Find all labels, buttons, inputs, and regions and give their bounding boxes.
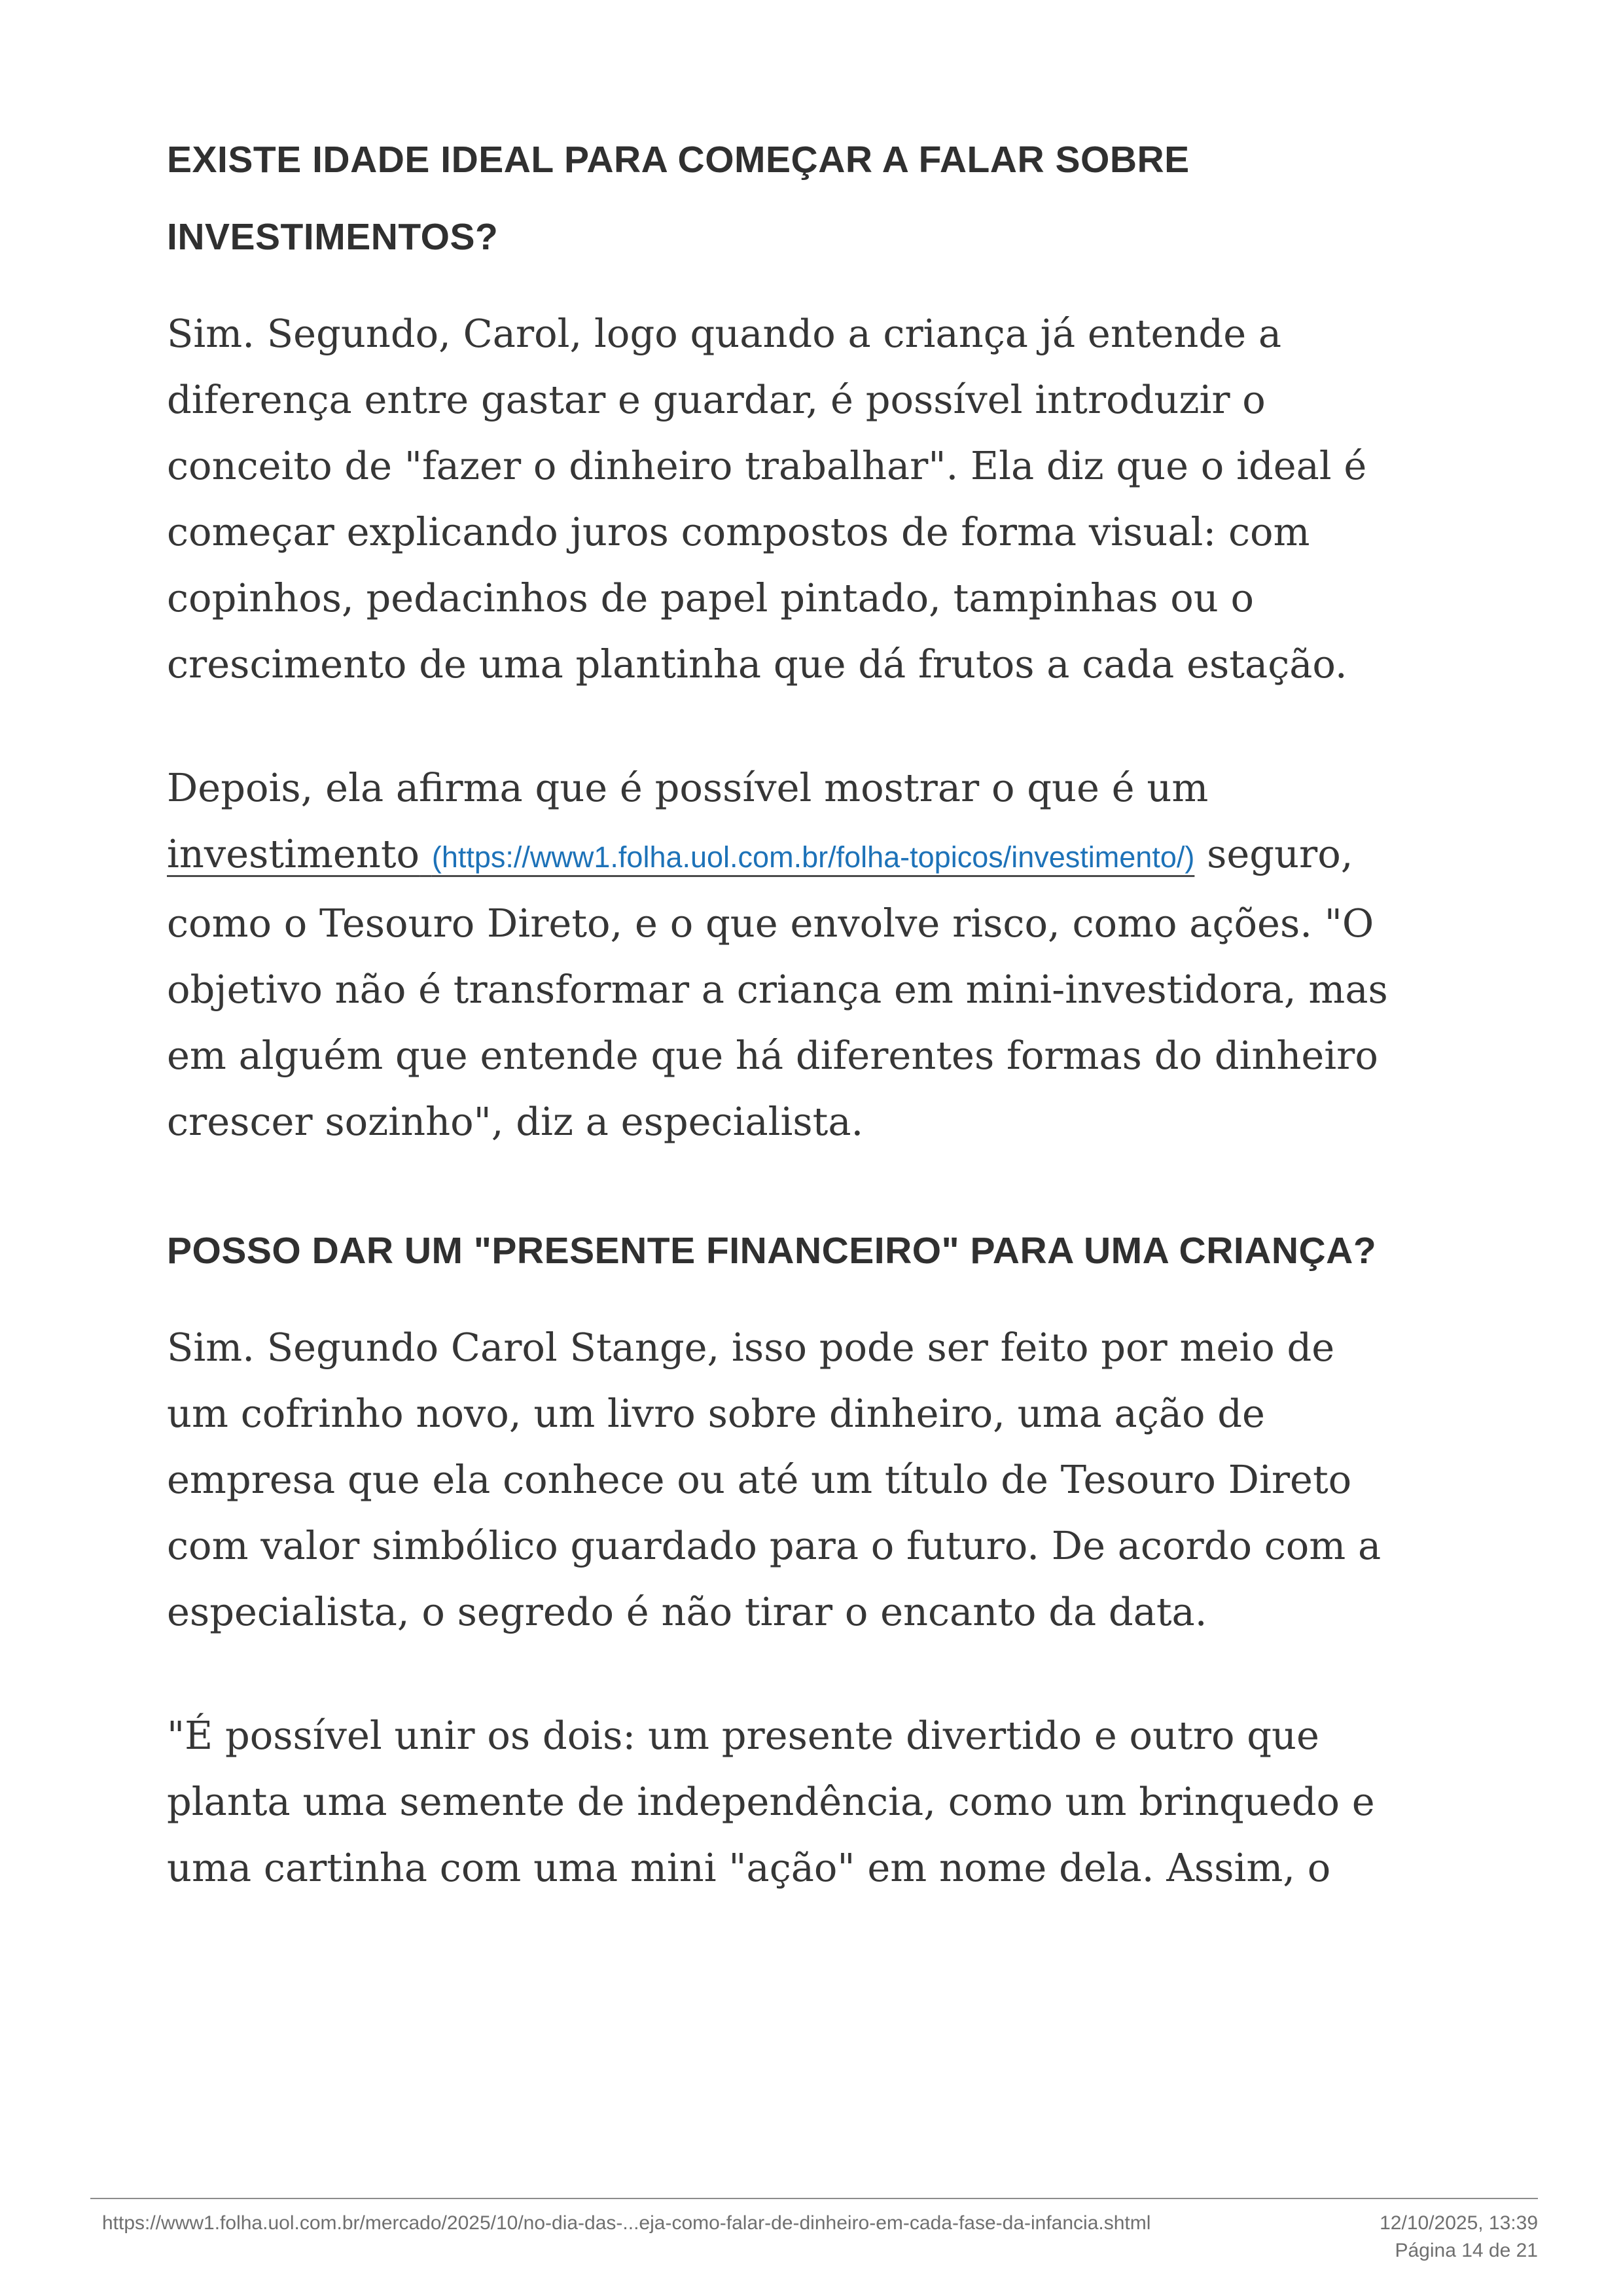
paragraph-investimento xyxy=(167,755,1404,1155)
page-footer xyxy=(90,2198,1538,2262)
footer-page-number: Página 14 de 21 xyxy=(1395,2240,1538,2261)
footer-datetime: 12/10/2025, 13:39 xyxy=(1380,2212,1538,2234)
footer-source-url: https://www1.folha.uol.com.br/mercado/2025/10/no-dia-das-...eja-como-falar-de-dinheiro-em-cada-fase-da-infancia.shtml xyxy=(102,2212,1151,2234)
section-heading-investimentos: EXISTE IDADE IDEAL PARA COMEÇAR A FALAR SOBRE INVESTIMENTOS? xyxy=(167,139,1190,258)
paragraph-unir-os-dois: "É possível unir os dois: um presente divertido e outro que planta uma semente de independência, como um brinquedo e uma cartinha com uma mini "ação" em nome dela. Assim, o xyxy=(167,1713,1375,1890)
section-heading-presente-financeiro: POSSO DAR UM "PRESENTE FINANCEIRO" PARA UMA CRIANÇA? xyxy=(167,1230,1377,1272)
investimento-link-url: (https://www1.folha.uol.com.br/folha-topicos/investimento/) xyxy=(431,840,1195,874)
footer-row xyxy=(90,2212,1538,2234)
footer-divider xyxy=(90,2198,1538,2199)
investimento-link[interactable] xyxy=(167,831,1194,876)
paragraph-text-after-link: seguro, como o Tesouro Direto, e o que envolve risco, como ações. "O objetivo não é transformar a criança em mini-investidora, mas em alguém que entende que há diferentes formas do dinheiro crescer sozinho", diz a especialista. xyxy=(167,831,1388,1144)
paragraph-presente-financeiro: Sim. Segundo Carol Stange, isso pode ser feito por meio de um cofrinho novo, um livro sobre dinheiro, uma ação de empresa que ela conhece ou até um título de Tesouro Direto com valor simbólico guardado para o futuro. De acordo com a especialista, o segredo é não tirar o encanto da data. xyxy=(167,1325,1382,1634)
paragraph-idade-ideal: Sim. Segundo, Carol, logo quando a criança já entende a diferença entre gastar e guardar, é possível introduzir o conceito de "fazer o dinheiro trabalhar". Ela diz que o ideal é começar explicando juros compostos de forma visual: com copinhos, pedacinhos de papel pintado, tampinhas ou o crescimento de uma plantinha que dá frutos a cada estação. xyxy=(167,311,1367,687)
investimento-link-text: investimento xyxy=(167,831,420,876)
article-content xyxy=(167,121,1404,1958)
paragraph-text-before-link: Depois, ela afirma que é possível mostrar o que é um xyxy=(167,765,1209,810)
